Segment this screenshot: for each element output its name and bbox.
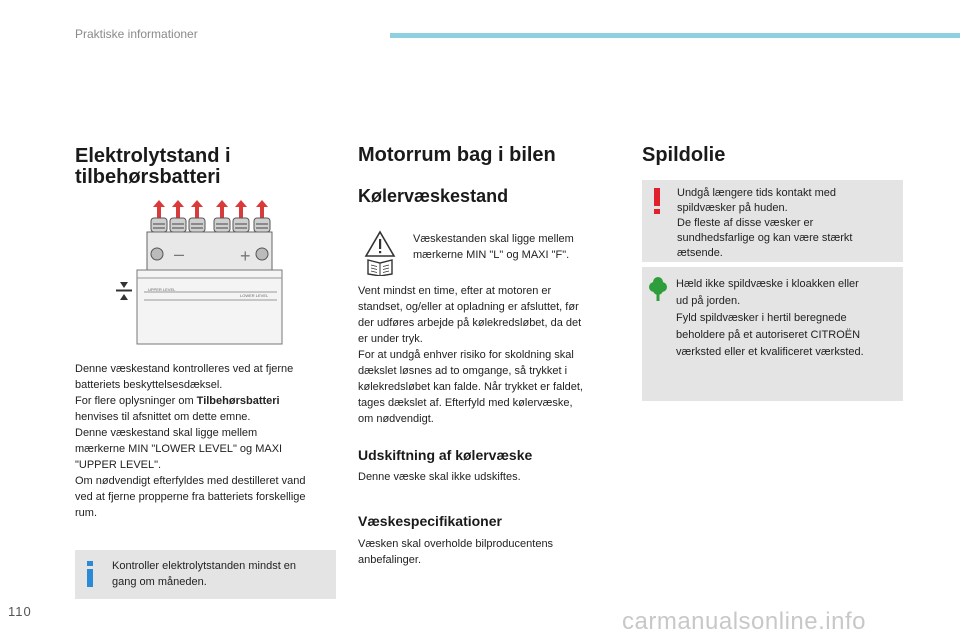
replace-text: Denne væske skal ikke udskiftes. (358, 471, 521, 483)
waste-oil-title: Spildolie (642, 144, 726, 166)
battery-title-line2: tilbehørsbatteri (75, 166, 221, 188)
coolant-warning-line: Væskestanden skal ligge mellem (413, 233, 574, 245)
battery-line: rum. (75, 507, 97, 519)
coolant-line: standset, og/eller at opladning er afsluttet, før (358, 301, 579, 313)
coolant-line: der udføres arbejde på kølekredsløbet, da det (358, 317, 582, 329)
environment-line: Fyld spildvæsker i hertil beregnede (676, 312, 847, 324)
spec-line: anbefalinger. (358, 554, 421, 566)
lower-level-label: LOWER LEVEL (240, 293, 269, 298)
warning-icon (654, 188, 660, 214)
battery-title (75, 146, 231, 188)
spec-title: Væskespecifikationer (358, 513, 502, 529)
battery-line: henvises til afsnittet om dette emne. (75, 411, 251, 423)
info-box (75, 550, 336, 599)
battery-line: For flere oplysninger om (75, 395, 197, 407)
coolant-line: er under tryk. (358, 333, 423, 345)
environment-line: beholdere på et autoriseret CITROËN (676, 329, 861, 341)
battery-figure (112, 196, 287, 346)
red-arrows (153, 200, 268, 218)
upper-level-label: UPPER LEVEL (148, 287, 176, 292)
engine-title: Motorrum bag i bilen (358, 144, 556, 166)
coolant-line: dækslet løsnes ad to omgange, så trykket i (358, 365, 568, 377)
coolant-subtitle: Kølervæskestand (358, 186, 509, 206)
level-markers (116, 282, 132, 300)
warning-line: sundhedsfarlige og kan være stærkt (677, 232, 853, 244)
coolant-line: om nødvendigt. (358, 413, 434, 425)
coolant-warning-text (413, 231, 574, 263)
environment-line: ud på jorden. (676, 295, 741, 307)
battery-line: Om nødvendigt efterfyldes med destilleret vand (75, 475, 306, 487)
info-line: Kontroller elektrolytstanden mindst en (112, 560, 297, 572)
battery-line: ved at fjerne propperne fra batteriets forskellige (75, 491, 306, 503)
warning-line: spildvæsker på huden. (677, 202, 788, 214)
info-icon (85, 561, 95, 587)
environment-line: værksted eller et kvalificeret værksted. (676, 346, 864, 358)
spec-text (358, 536, 553, 568)
tree-icon (649, 276, 667, 302)
battery-line: mærkerne MIN "LOWER LEVEL" og MAXI (75, 443, 283, 455)
environment-line: Hæld ikke spildvæske i kloakken eller (676, 278, 859, 290)
warning-box (642, 180, 903, 262)
warning-line: Undgå længere tids kontakt med (677, 187, 836, 199)
warning-manual-icon (364, 230, 396, 276)
plus-sign: + (240, 246, 251, 266)
battery-title-line1: Elektrolytstand i (75, 145, 231, 167)
minus-sign: – (174, 244, 185, 264)
header-bar (390, 33, 960, 38)
replace-title: Udskiftning af kølervæske (358, 447, 533, 463)
coolant-warning-line: mærkerne MIN "L" og MAXI "F". (413, 249, 570, 261)
section-header: Praktiske informationer (75, 27, 198, 41)
battery-line: Denne væskestand kontrolleres ved at fjerne (75, 363, 294, 375)
battery-line: batteriets beskyttelsesdæksel. (75, 379, 223, 391)
battery-line: "UPPER LEVEL". (75, 459, 162, 471)
coolant-line: For at undgå enhver risiko for skoldning skal (358, 349, 574, 361)
battery-reference: Tilbehørsbatteri (196, 395, 280, 407)
coolant-line: kølekredsløbet kan falde. Når trykket er faldet, (358, 381, 583, 393)
info-line: gang om måneden. (112, 576, 207, 588)
environment-box (642, 267, 903, 401)
coolant-line: Vent mindst en time, efter at motoren er (358, 285, 552, 297)
page-number: 110 (8, 604, 32, 619)
warning-line: De fleste af disse væsker er (677, 217, 814, 229)
battery-line: Denne væskestand skal ligge mellem (75, 427, 258, 439)
watermark: carmanualsonline.info (622, 608, 866, 635)
coolant-paragraph (358, 283, 623, 427)
spec-line: Væsken skal overholde bilproducentens (358, 538, 554, 550)
battery-paragraph (75, 361, 340, 521)
warning-line: ætsende. (677, 247, 723, 259)
coolant-line: tages dækslet af. Efterfyld med kølervæske, (358, 397, 573, 409)
